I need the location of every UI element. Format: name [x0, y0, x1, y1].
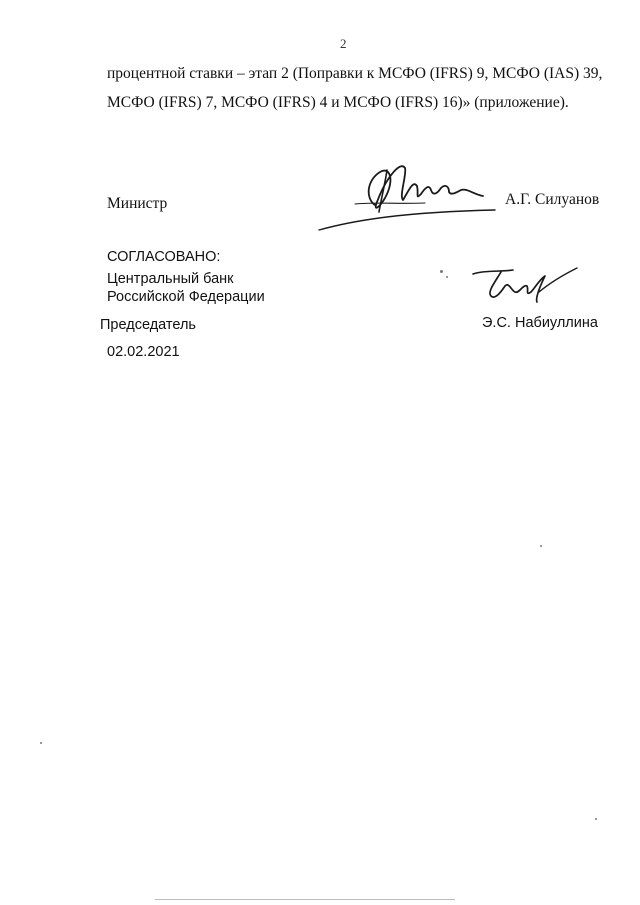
scan-speck: [595, 818, 597, 820]
agreed-org-line-2: Российской Федерации: [107, 289, 265, 305]
page-number: 2: [340, 36, 347, 51]
agreed-block: [107, 248, 265, 306]
date-text: 02.02.2021: [107, 344, 180, 360]
minister-name: А.Г. Силуанов: [505, 191, 600, 208]
chair-label: Председатель: [100, 317, 196, 333]
agreed-title: СОГЛАСОВАНО:: [107, 249, 221, 265]
body-text-line-2: МСФО (IFRS) 7, МСФО (IFRS) 4 и МСФО (IFRS) 16)» (приложение).: [107, 94, 569, 111]
chair-signature: [465, 262, 580, 312]
minister-label: Министр: [107, 195, 168, 212]
scan-edge-line: [155, 899, 455, 900]
scan-speck: [540, 545, 542, 547]
minister-signature: [315, 150, 505, 235]
agreed-org-line-1: Центральный банк: [107, 271, 234, 287]
body-text-line-1: процентной ставки – этап 2 (Поправки к МСФО (IFRS) 9, МСФО (IAS) 39,: [107, 65, 603, 82]
scan-speck: [446, 276, 448, 278]
scan-speck: [40, 742, 42, 744]
chair-name: Э.С. Набиуллина: [482, 315, 598, 331]
scan-speck: [440, 270, 443, 273]
